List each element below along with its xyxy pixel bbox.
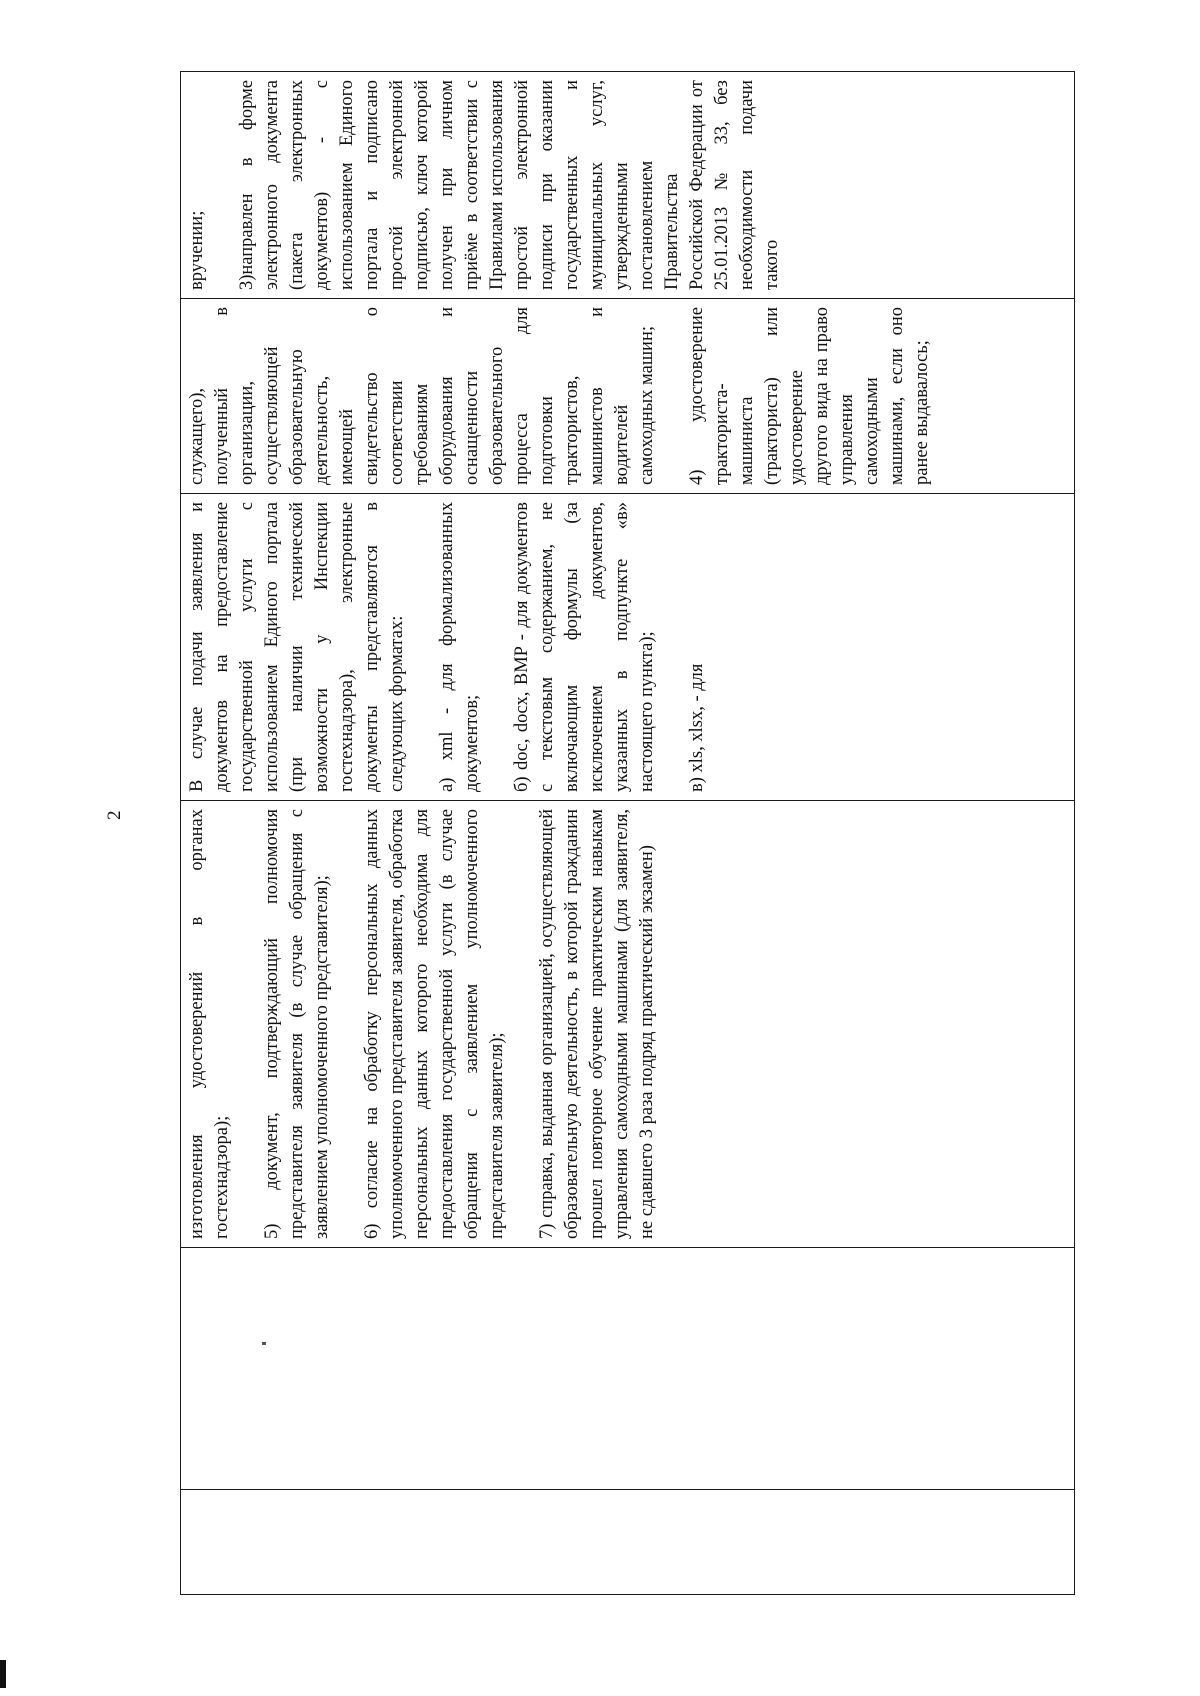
table-cell-certificates: [181, 299, 1075, 494]
paragraph: а) xml - для формализованных документов;: [437, 502, 482, 792]
paragraph: в) xls, xlsx, - для: [687, 663, 707, 792]
paragraph: 3)направлен в форме электронного документа (пакета электронных документов) - с использованием Единого портала и подписано простой электронной подписью, ключ которой получен при личном приёме в соответствии с Правилами использования простой электронной подписи при оказании государственных и муниципальных услуг, утвержденными постановлением Правительства Российской Федерации от 25.01.2013 № 33, без необходимости подачи такого: [237, 80, 782, 290]
scan-speck: [262, 1342, 266, 1345]
paragraph: вручении;: [187, 210, 207, 290]
paragraph: В случае подачи заявления и документов на предоставление государственной услуги с использованием Единого портала (при наличии технической возможности у Инспекции гостехнадзора), электронные документы представляются в следующих форматах:: [187, 502, 407, 792]
paragraph: служащего), полученный в организации, осуществляющей образовательную деятельность, имеющей свидетельство о соответствии требованиям оборудования и оснащенности образовательного процесса для подготовки трактористов, машинистов и водителей самоходных машин;: [187, 307, 657, 485]
paragraph: 5) документ, подтверждающий полномочия представителя заявителя (в случае обращения с заявлением уполномоченного представителя);: [262, 809, 332, 1239]
table-cell-documents-list: [181, 801, 1075, 1248]
rotated-table-container: [180, 75, 1075, 1595]
table-cell-empty-1: [181, 1490, 1075, 1595]
paragraph: 7) справка, выданная организацией, осуществляющей образовательную деятельность, в которой гражданин прошел повторное обучение практическим навыкам управления самоходными машинами (для заявителя, не сдавшего 3 раза подряд практический экзамен): [537, 809, 657, 1239]
table-cell-submission-methods: [181, 72, 1075, 299]
paragraph: б) doc, docx, BMP - для документов с текстовым содержанием, не включающим формулы (за исключением документов, указанных в подпункте «в» настоящего пункта);: [512, 502, 657, 792]
page-number: 2: [104, 810, 125, 820]
table-cell-electronic-formats: [181, 494, 1075, 801]
paragraph: 6) согласие на обработку персональных данных уполномоченного представителя заявителя, обработка персональных данных которого необходима для предоставления государственной услуги (в случае обращения с заявлением уполномоченного представителя заявителя);: [362, 809, 507, 1239]
paragraph: 4) удостоверение тракториста-машиниста (тракториста) или удостоверение другого вида на право управления самоходными машинами, если оно ранее выдавалось;: [687, 307, 932, 485]
table-cell-empty-2: [181, 1248, 1075, 1490]
table-row: [181, 72, 1075, 1595]
scan-edge-mark: [0, 1660, 6, 1688]
requirements-table: [180, 71, 1075, 1595]
paragraph: изготовления удостоверений в органах гостехнадзора);: [187, 809, 232, 1239]
